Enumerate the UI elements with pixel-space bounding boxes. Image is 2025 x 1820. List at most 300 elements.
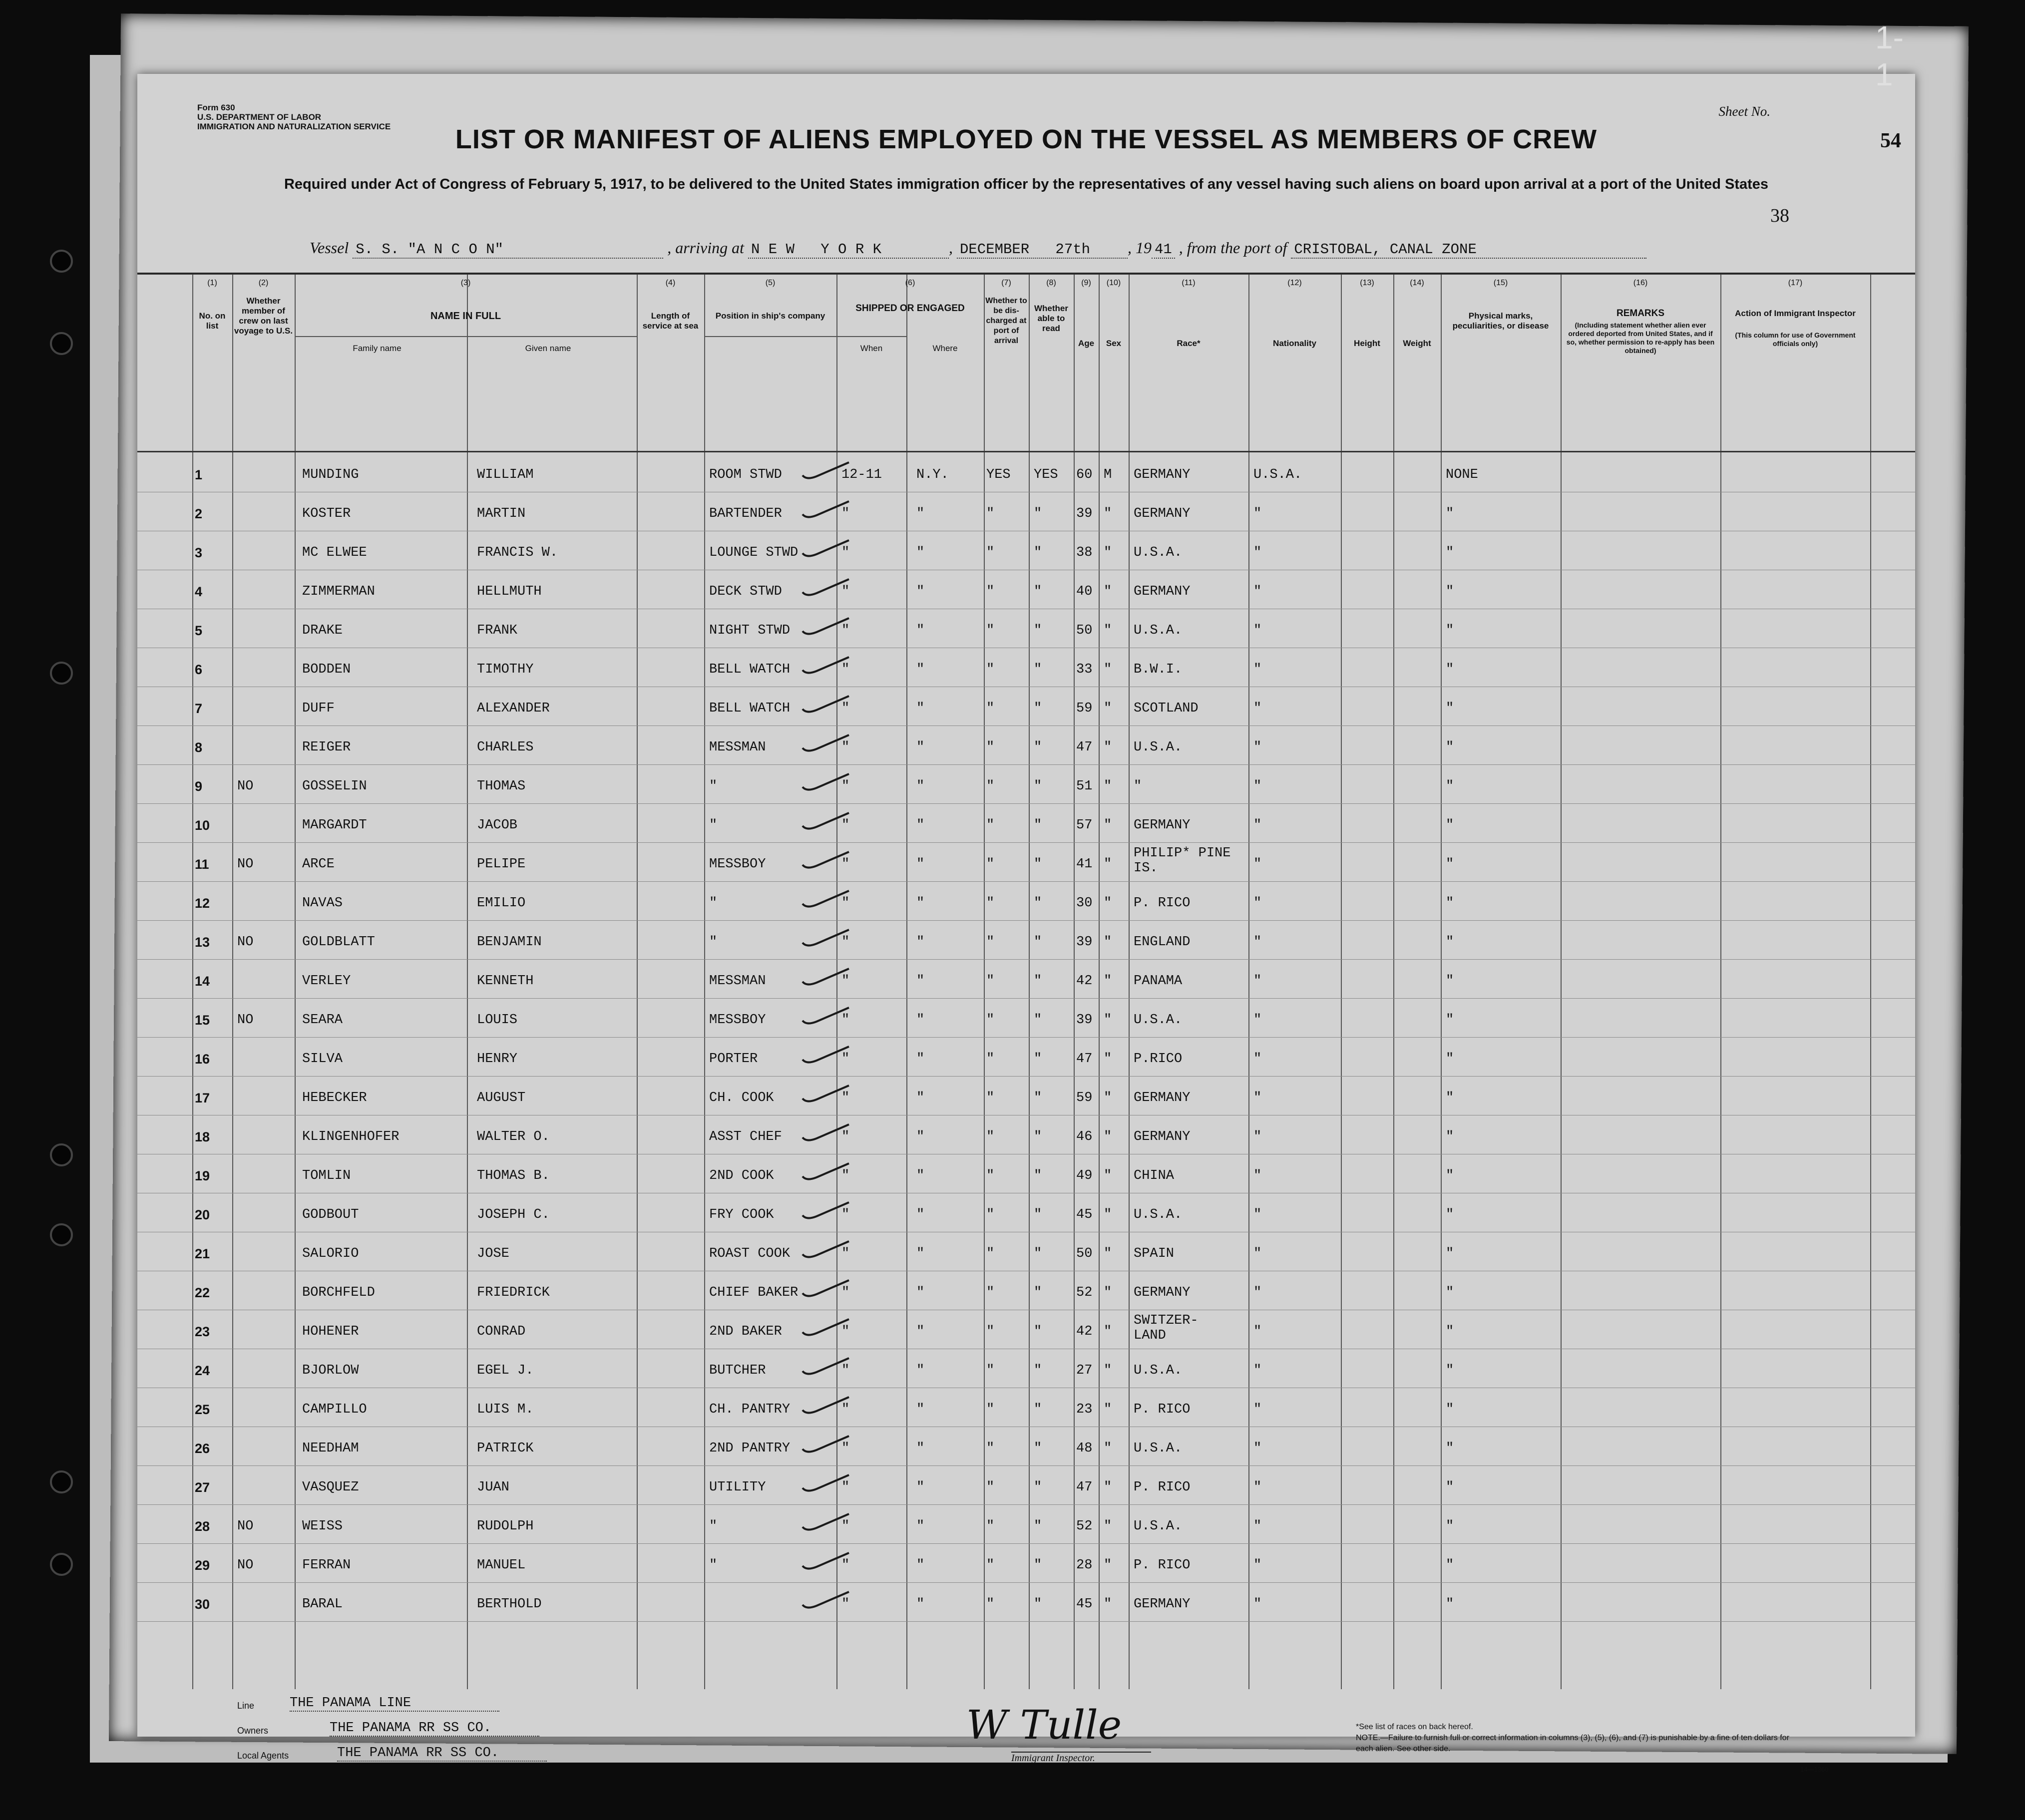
position: CHIEF BAKER — [709, 1285, 799, 1300]
able-to-read: " — [1034, 818, 1042, 833]
column-number: (8) — [1046, 279, 1056, 287]
discharged: " — [986, 935, 995, 950]
table-row — [137, 804, 1915, 843]
sex: " — [1104, 701, 1112, 716]
check-mark-icon — [802, 538, 851, 558]
discharged: " — [986, 545, 995, 560]
header-family-name: Family name — [353, 344, 402, 353]
column-number: (5) — [765, 279, 776, 287]
header-height: Height — [1354, 339, 1380, 348]
shipped-when: " — [841, 1246, 850, 1261]
row-number: 19 — [195, 1168, 210, 1183]
age: 39 — [1076, 1013, 1093, 1028]
table-row — [137, 1115, 1915, 1154]
vessel-name: S. S. "A N C O N" — [353, 241, 663, 259]
shipped-when: " — [841, 1091, 850, 1105]
position: " — [709, 935, 718, 950]
race: GERMANY — [1134, 1129, 1191, 1144]
discharged: " — [986, 1480, 995, 1495]
shipped-where: " — [916, 1441, 925, 1456]
header-weight: Weight — [1403, 339, 1431, 348]
able-to-read: " — [1034, 779, 1042, 794]
table-row — [137, 765, 1915, 804]
position: 2ND BAKER — [709, 1324, 782, 1339]
shipped-when: " — [841, 1285, 850, 1300]
family-name: WEISS — [302, 1519, 343, 1534]
nationality: " — [1253, 1168, 1262, 1183]
age: 39 — [1076, 506, 1093, 521]
member-last-voyage: NO — [237, 1558, 254, 1573]
age: 40 — [1076, 584, 1093, 599]
shipped-when: " — [841, 1207, 850, 1222]
family-name: SILVA — [302, 1052, 343, 1067]
table-row — [137, 648, 1915, 687]
shipped-when: " — [841, 1402, 850, 1417]
race: PANAMA — [1134, 974, 1183, 989]
able-to-read: " — [1034, 1207, 1042, 1222]
given-name: MARTIN — [477, 506, 526, 521]
sex: " — [1104, 545, 1112, 560]
able-to-read: " — [1034, 662, 1042, 677]
family-name: HOHENER — [302, 1324, 359, 1339]
check-mark-icon — [802, 850, 851, 870]
family-name: SEARA — [302, 1013, 343, 1028]
shipped-when: " — [841, 974, 850, 989]
age: 48 — [1076, 1441, 1093, 1456]
able-to-read: " — [1034, 584, 1042, 599]
position: DECK STWD — [709, 584, 782, 599]
able-to-read: " — [1034, 1285, 1042, 1300]
age: 47 — [1076, 1480, 1093, 1495]
discharged: " — [986, 896, 995, 911]
table-row — [137, 1544, 1915, 1583]
family-name: ZIMMERMAN — [302, 584, 375, 599]
given-name: JOSEPH C. — [477, 1207, 550, 1222]
sex: " — [1104, 1441, 1112, 1456]
punch-hole — [50, 1553, 73, 1576]
race: U.S.A. — [1134, 1363, 1183, 1378]
discharged: " — [986, 1324, 995, 1339]
able-to-read: " — [1034, 1480, 1042, 1495]
position: MESSMAN — [709, 740, 766, 755]
position: " — [709, 1558, 718, 1573]
header-position: Position in ship's company — [715, 311, 825, 321]
race: GERMANY — [1134, 506, 1191, 521]
shipped-when: " — [841, 506, 850, 521]
able-to-read: " — [1034, 1052, 1042, 1067]
given-name: LUIS M. — [477, 1402, 534, 1417]
physical-marks: " — [1446, 545, 1454, 560]
header-bottom-rule — [137, 451, 1915, 452]
shipped-where: " — [916, 1129, 925, 1144]
sex: " — [1104, 1558, 1112, 1573]
sex: " — [1104, 1480, 1112, 1495]
form-code: 14—1360 — [1800, 1766, 1829, 1773]
row-number: 18 — [195, 1129, 210, 1144]
nationality: " — [1253, 1052, 1262, 1067]
discharged: " — [986, 584, 995, 599]
nationality: " — [1253, 1324, 1262, 1339]
sex: " — [1104, 896, 1112, 911]
check-mark-icon — [802, 1161, 851, 1181]
table-row — [137, 1271, 1915, 1310]
race: U.S.A. — [1134, 623, 1183, 638]
column-number: (12) — [1287, 279, 1302, 287]
row-number: 9 — [195, 779, 203, 794]
position: 2ND COOK — [709, 1168, 774, 1183]
discharged: " — [986, 1519, 995, 1534]
shipped-where: " — [916, 584, 925, 599]
age: 38 — [1076, 545, 1093, 560]
corner-handwritten-mark: 1-1 — [1875, 19, 1904, 92]
shipped-when: " — [841, 1441, 850, 1456]
age: 27 — [1076, 1363, 1093, 1378]
line-label: Line — [237, 1701, 255, 1711]
given-name: BERTHOLD — [477, 1597, 542, 1612]
shipped-when: " — [841, 1324, 850, 1339]
shipped-when: " — [841, 584, 850, 599]
race: P.RICO — [1134, 1052, 1183, 1067]
position: " — [709, 1519, 718, 1534]
shipped-when: " — [841, 1597, 850, 1612]
given-name: AUGUST — [477, 1091, 526, 1105]
nationality: " — [1253, 1402, 1262, 1417]
row-number: 4 — [195, 584, 203, 599]
given-name: LOUIS — [477, 1013, 518, 1028]
given-name: ALEXANDER — [477, 701, 550, 716]
family-name: KOSTER — [302, 506, 351, 521]
race: U.S.A. — [1134, 545, 1183, 560]
family-name: KLINGENHOFER — [302, 1129, 400, 1144]
column-number: (9) — [1081, 279, 1091, 287]
shipped-where: " — [916, 1519, 925, 1534]
family-name: HEBECKER — [302, 1091, 367, 1105]
physical-marks: NONE — [1446, 467, 1478, 482]
discharged: " — [986, 1168, 995, 1183]
sex: M — [1104, 467, 1112, 482]
physical-marks: " — [1446, 1013, 1454, 1028]
column-number: (10) — [1106, 279, 1121, 287]
manifest-document — [137, 19, 1915, 1773]
shipped-when: " — [841, 818, 850, 833]
owners-label: Owners — [237, 1726, 269, 1736]
able-to-read: " — [1034, 506, 1042, 521]
shipped-when: " — [841, 1052, 850, 1067]
race: U.S.A. — [1134, 1441, 1183, 1456]
arrival-date: DECEMBER 27th — [957, 241, 1128, 259]
header-remarks-note: (Including statement whether alien ever ordered deported from United States, and if so, whether permission to re-apply has been obtained) — [1566, 321, 1715, 355]
shipped-when: 12-11 — [841, 467, 882, 482]
physical-marks: " — [1446, 857, 1454, 872]
able-to-read: " — [1034, 1129, 1042, 1144]
nationality: " — [1253, 935, 1262, 950]
row-number: 16 — [195, 1052, 210, 1067]
header-race: Race* — [1177, 339, 1201, 348]
position: 2ND PANTRY — [709, 1441, 791, 1456]
check-mark-icon — [802, 1590, 851, 1610]
age: 30 — [1076, 896, 1093, 911]
nationality: " — [1253, 545, 1262, 560]
sex: " — [1104, 1597, 1112, 1612]
sex: " — [1104, 818, 1112, 833]
shipped-where: " — [916, 545, 925, 560]
document-subtitle: Required under Act of Congress of February 5, 1917, to be delivered to the United States immigration officer by the representatives of any vessel having such aliens on board upon arrival at a port of the United States — [284, 176, 1769, 192]
check-mark-icon — [802, 1512, 851, 1532]
check-mark-icon — [802, 460, 851, 480]
shipped-where: " — [916, 1285, 925, 1300]
given-name: THOMAS B. — [477, 1168, 550, 1183]
age: 50 — [1076, 623, 1093, 638]
shipped-when: " — [841, 1168, 850, 1183]
family-name: TOMLIN — [302, 1168, 351, 1183]
given-name: PELIPE — [477, 857, 526, 872]
header-length-service: Length of service at sea — [642, 311, 699, 331]
table-row — [137, 1427, 1915, 1466]
shipped-when: " — [841, 1013, 850, 1028]
family-name: NAVAS — [302, 896, 343, 911]
given-name: HENRY — [477, 1052, 518, 1067]
sex: " — [1104, 506, 1112, 521]
position: CH. PANTRY — [709, 1402, 791, 1417]
check-mark-icon — [802, 694, 851, 714]
table-row — [137, 609, 1915, 648]
member-last-voyage: NO — [237, 857, 254, 872]
sex: " — [1104, 935, 1112, 950]
shipped-when: " — [841, 935, 850, 950]
check-mark-icon — [802, 889, 851, 909]
race: U.S.A. — [1134, 1013, 1183, 1028]
header-able-read: Whether able to read — [1034, 304, 1068, 333]
shipped-where: " — [916, 1091, 925, 1105]
family-name: MUNDING — [302, 467, 359, 482]
sex: " — [1104, 974, 1112, 989]
discharged: " — [986, 818, 995, 833]
table-row — [137, 1466, 1915, 1505]
nationality: " — [1253, 1597, 1262, 1612]
shipped-where: " — [916, 1363, 925, 1378]
table-row — [137, 1232, 1915, 1271]
position: BELL WATCH — [709, 662, 791, 677]
nationality: " — [1253, 779, 1262, 794]
table-row — [137, 1349, 1915, 1388]
header-given-name: Given name — [525, 344, 571, 353]
shipped-where: " — [916, 896, 925, 911]
table-row — [137, 453, 1915, 492]
position: PORTER — [709, 1052, 758, 1067]
table-row — [137, 921, 1915, 960]
sex: " — [1104, 1285, 1112, 1300]
shipped-when: " — [841, 779, 850, 794]
family-name: ARCE — [302, 857, 335, 872]
age: 52 — [1076, 1285, 1093, 1300]
race: " — [1134, 779, 1142, 794]
able-to-read: " — [1034, 1091, 1042, 1105]
shipped-where: " — [916, 779, 925, 794]
physical-marks: " — [1446, 1207, 1454, 1222]
family-name: NEEDHAM — [302, 1441, 359, 1456]
family-name: MC ELWEE — [302, 545, 367, 560]
able-to-read: YES — [1034, 467, 1058, 482]
position: FRY COOK — [709, 1207, 774, 1222]
nationality: " — [1253, 1480, 1262, 1495]
sex: " — [1104, 1091, 1112, 1105]
row-number: 15 — [195, 1013, 210, 1028]
agency-line-2: IMMIGRATION AND NATURALIZATION SERVICE — [197, 122, 391, 131]
able-to-read: " — [1034, 1441, 1042, 1456]
shipped-when: " — [841, 857, 850, 872]
row-number: 24 — [195, 1363, 210, 1378]
age: 41 — [1076, 857, 1093, 872]
header-age: Age — [1078, 339, 1095, 348]
check-mark-icon — [802, 1045, 851, 1065]
given-name: FRANK — [477, 623, 518, 638]
physical-marks: " — [1446, 1558, 1454, 1573]
discharged: " — [986, 1207, 995, 1222]
race: P. RICO — [1134, 896, 1191, 911]
table-row — [137, 570, 1915, 609]
arrival-year: 41 — [1152, 241, 1175, 259]
handwritten-page-number: 38 — [1770, 205, 1789, 226]
owners-value: THE PANAMA RR SS CO. — [330, 1721, 539, 1737]
physical-marks: " — [1446, 1246, 1454, 1261]
race: GERMANY — [1134, 584, 1191, 599]
sex: " — [1104, 1013, 1112, 1028]
age: 47 — [1076, 740, 1093, 755]
nationality: " — [1253, 1285, 1262, 1300]
physical-marks: " — [1446, 1363, 1454, 1378]
form-number: Form 630 — [197, 103, 235, 112]
nationality: " — [1253, 506, 1262, 521]
inspector-label: Immigrant Inspector. — [1011, 1752, 1151, 1764]
table-row — [137, 882, 1915, 921]
race: U.S.A. — [1134, 1519, 1183, 1534]
header-sex: Sex — [1106, 339, 1122, 348]
position: ASST CHEF — [709, 1129, 782, 1144]
table-row — [137, 492, 1915, 531]
row-number: 12 — [195, 896, 210, 911]
sex: " — [1104, 1246, 1112, 1261]
shipped-when: " — [841, 1129, 850, 1144]
position: BARTENDER — [709, 506, 782, 521]
able-to-read: " — [1034, 1519, 1042, 1534]
member-last-voyage: NO — [237, 1519, 254, 1534]
able-to-read: " — [1034, 740, 1042, 755]
physical-marks: " — [1446, 662, 1454, 677]
discharged: " — [986, 701, 995, 716]
given-name: CHARLES — [477, 740, 534, 755]
shipped-where: " — [916, 506, 925, 521]
shipped-when: " — [841, 1519, 850, 1534]
nationality: " — [1253, 740, 1262, 755]
column-number: (15) — [1493, 279, 1508, 287]
given-name: JUAN — [477, 1480, 509, 1495]
column-number: (16) — [1633, 279, 1648, 287]
discharged: " — [986, 662, 995, 677]
given-name: MANUEL — [477, 1558, 526, 1573]
race: SWITZER- LAND — [1134, 1313, 1199, 1343]
able-to-read: " — [1034, 1402, 1042, 1417]
table-row — [137, 687, 1915, 726]
able-to-read: " — [1034, 623, 1042, 638]
given-name: TIMOTHY — [477, 662, 534, 677]
check-mark-icon — [802, 1356, 851, 1376]
table-row — [137, 960, 1915, 999]
header-action: Action of Immigrant Inspector — [1735, 309, 1856, 318]
check-mark-icon — [802, 1278, 851, 1298]
row-number: 2 — [195, 506, 203, 521]
race: SPAIN — [1134, 1246, 1175, 1261]
given-name: THOMAS — [477, 779, 526, 794]
column-number: (14) — [1410, 279, 1424, 287]
physical-marks: " — [1446, 896, 1454, 911]
position: NIGHT STWD — [709, 623, 791, 638]
document-title: LIST OR MANIFEST OF ALIENS EMPLOYED ON THE VESSEL AS MEMBERS OF CREW — [455, 124, 1598, 154]
discharged: " — [986, 623, 995, 638]
shipped-where: " — [916, 623, 925, 638]
given-name: KENNETH — [477, 974, 534, 989]
row-number: 8 — [195, 740, 203, 755]
row-number: 21 — [195, 1246, 210, 1261]
physical-marks: " — [1446, 1519, 1454, 1534]
family-name: SALORIO — [302, 1246, 359, 1261]
nationality: " — [1253, 701, 1262, 716]
check-mark-icon — [802, 1200, 851, 1220]
voyage-line: Vessel S. S. "A N C O N" , arriving at N E W Y O R K , DECEMBER 27th , 19 41 , from the port of CRISTOBAL, CANAL ZONE — [310, 239, 1646, 259]
position: CH. COOK — [709, 1091, 774, 1105]
punch-hole — [50, 662, 73, 685]
punch-hole — [50, 1223, 73, 1246]
age: 59 — [1076, 701, 1093, 716]
discharged: YES — [986, 467, 1011, 482]
shipped-when: " — [841, 623, 850, 638]
agents-label: Local Agents — [237, 1751, 289, 1761]
sheet-number-label: Sheet No. — [1718, 104, 1770, 119]
discharged: " — [986, 1441, 995, 1456]
sex: " — [1104, 1519, 1112, 1534]
nationality: " — [1253, 662, 1262, 677]
row-number: 17 — [195, 1091, 210, 1105]
family-name: VASQUEZ — [302, 1480, 359, 1495]
header-name-in-full: NAME IN FULL — [430, 311, 501, 322]
able-to-read: " — [1034, 1363, 1042, 1378]
physical-marks: " — [1446, 506, 1454, 521]
race: U.S.A. — [1134, 740, 1183, 755]
row-number: 10 — [195, 818, 210, 833]
row-number: 29 — [195, 1558, 210, 1573]
physical-marks: " — [1446, 1441, 1454, 1456]
column-number: (7) — [1001, 279, 1011, 287]
footer-notes — [1356, 1722, 1795, 1755]
able-to-read: " — [1034, 1013, 1042, 1028]
row-number: 22 — [195, 1285, 210, 1300]
family-name: BARAL — [302, 1597, 343, 1612]
physical-marks: " — [1446, 623, 1454, 638]
able-to-read: " — [1034, 935, 1042, 950]
discharged: " — [986, 1285, 995, 1300]
given-name: CONRAD — [477, 1324, 526, 1339]
family-name: MARGARDT — [302, 818, 367, 833]
shipped-where: N.Y. — [916, 467, 949, 482]
column-number: (4) — [665, 279, 676, 287]
row-number: 20 — [195, 1207, 210, 1222]
given-name: WILLIAM — [477, 467, 534, 482]
member-last-voyage: NO — [237, 779, 254, 794]
position: BUTCHER — [709, 1363, 766, 1378]
age: 60 — [1076, 467, 1093, 482]
discharged: " — [986, 1597, 995, 1612]
shipped-when: " — [841, 701, 850, 716]
position: ROOM STWD — [709, 467, 782, 482]
